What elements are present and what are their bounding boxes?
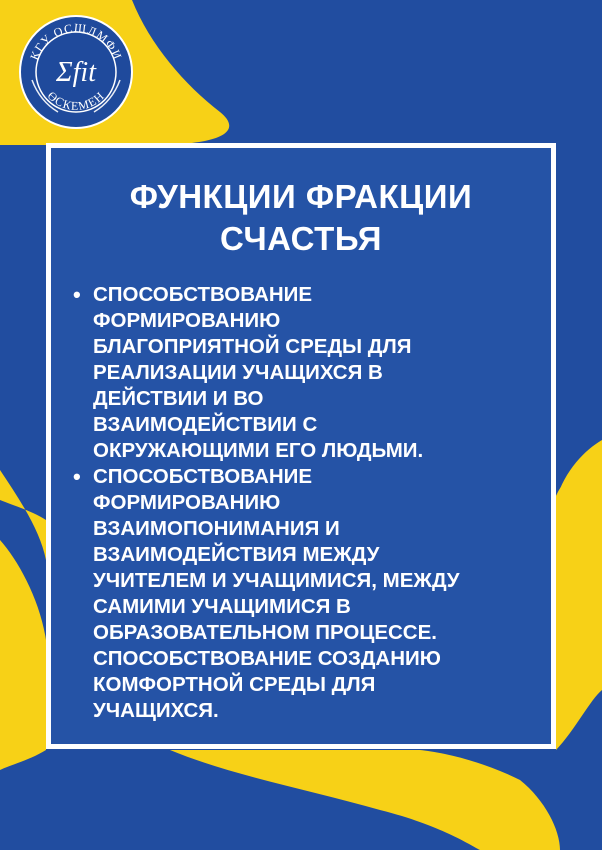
school-logo bbox=[18, 14, 134, 130]
list-item bbox=[71, 464, 537, 724]
logo-monogram: Σfit bbox=[56, 57, 96, 88]
list-item bbox=[71, 282, 537, 464]
bullet-list bbox=[71, 282, 537, 724]
bullet-dot-icon: • bbox=[73, 282, 81, 307]
list-item-text: СПОСОБСТВОВАНИЕ ФОРМИРОВАНИЮ ВЗАИМОПОНИМАНИЯ И ВЗАИМОДЕЙСТВИЯ МЕЖДУ УЧИТЕЛЕМ И УЧАЩИМИСЯ, МЕЖДУ САМИМИ УЧАЩИМИСЯ В ОБРАЗОВАТЕЛЬНОМ ПРОЦЕССЕ. СПОСОБСТВОВАНИЕ СОЗДАНИЮ КОМФОРТНОЙ СРЕДЫ ДЛЯ УЧАЩИХСЯ. bbox=[93, 465, 460, 722]
logo-ring-text-top: КГУ ОСШЛМФИ bbox=[27, 20, 125, 63]
page-title: ФУНКЦИИ ФРАКЦИИ СЧАСТЬЯ bbox=[129, 178, 473, 257]
content-card bbox=[46, 143, 556, 749]
bullet-dot-icon: • bbox=[73, 464, 81, 489]
list-item-text: СПОСОБСТВОВАНИЕ ФОРМИРОВАНИЮ БЛАГОПРИЯТНОЙ СРЕДЫ ДЛЯ РЕАЛИЗАЦИИ УЧАЩИХСЯ В ДЕЙСТВИИ И ВО ВЗАИМОДЕЙСТВИИ С ОКРУЖАЮЩИМИ ЕГО ЛЮДЬМИ. bbox=[93, 283, 424, 462]
logo-ring-text-bottom: ӨСКЕМЕН bbox=[44, 88, 108, 114]
